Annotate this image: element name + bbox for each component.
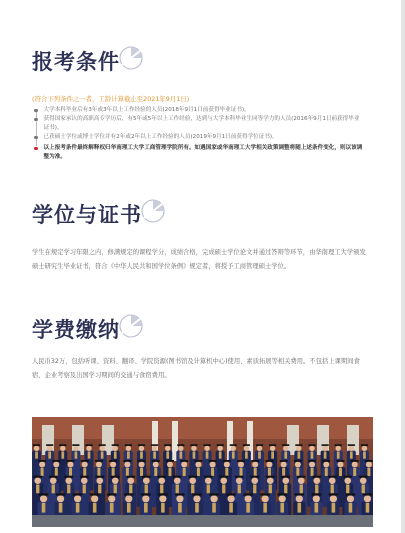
degree-section-title — [32, 199, 168, 229]
title-decoration-icon — [116, 43, 146, 73]
list-item: 已获硕士学位或博士学位并有2年或2年以上工作经验的人员(2019年9月1日前获得学位证书)。 — [34, 133, 364, 142]
title-decoration-icon — [138, 196, 168, 226]
bullet-icon — [34, 136, 38, 140]
title-decoration-icon — [116, 311, 146, 341]
admission-title-text: 报考条件 — [32, 50, 120, 74]
tuition-title-text: 学费缴纳 — [32, 318, 120, 342]
admission-note: (符合下列条件之一者，工龄计算截止至2021年9月1日) — [32, 95, 190, 103]
red-bullet-icon — [34, 147, 38, 151]
graduation-group-photo — [32, 417, 373, 527]
page-edge — [401, 0, 405, 533]
bullet-icon — [34, 109, 38, 113]
list-item: 大学本科毕业后有3年或3年以上工作经验的人员(2018年9月1日前获得毕业证书)。 — [34, 106, 364, 115]
degree-body: 学生在规定学习年限之内，修满规定的课程学分，成绩合格，完成硕士学位论文并通过答辩等环节，由华南理工大学颁发硕士研究生毕业证书，符合《中华人民共和国学位条例》规定者，将授予工商管理硕士学位。 — [32, 249, 366, 270]
degree-title-text: 学位与证书 — [32, 203, 142, 227]
list-item: 获得国家承认的高职高专学历后，有5年或5年以上工作经验，达到与大学本科毕业生同等学力的人员(2016年9月1日前获得毕业证书)。 — [34, 115, 364, 133]
list-item-emphasis: 以上报考条件最终解释权归华南理工大学工商管理学院所有。如遇国家或华南理工大学相关政策调整将随上述条件变化，则以该调整为准。 — [34, 144, 364, 162]
tuition-section-title — [32, 314, 146, 344]
tuition-body: 人民币32万，包括听课、资料、翻译、学院资源(图书馆及计算机中心)使用、素质拓展等相关费用。不包括上课期间食宿、企业考察及出国学习期间的交通与食宿费用。 — [32, 358, 360, 379]
admission-list — [34, 106, 364, 162]
group-photo-illustration — [32, 417, 373, 527]
admission-section-title — [32, 46, 146, 76]
bullet-icon — [34, 118, 38, 122]
